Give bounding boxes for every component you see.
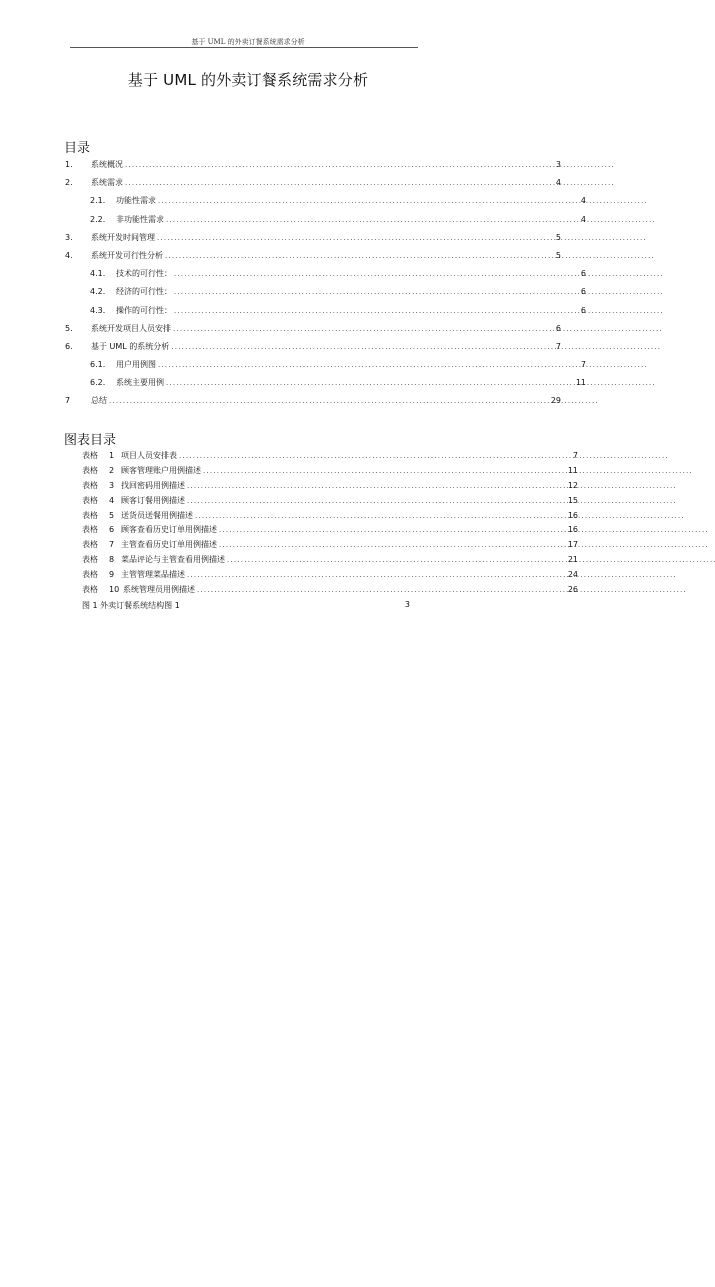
toc-entry-number: 7 bbox=[65, 396, 71, 406]
toc-entry-number: 1. bbox=[65, 160, 73, 169]
toc-entry-number: 4.1. bbox=[90, 269, 106, 279]
table-list-page: 26 bbox=[567, 585, 578, 595]
table-list-label: 菜品评论与主管查看用例描述 bbox=[121, 555, 225, 565]
table-list-label: 送货员送餐用例描述 bbox=[121, 510, 193, 520]
table-list-prefix: 表格 bbox=[82, 555, 98, 565]
table-list-prefix: 表格 bbox=[82, 540, 98, 550]
toc-entry[interactable] bbox=[65, 178, 561, 196]
toc-entry-label: 用户用例图 bbox=[116, 360, 156, 370]
toc-entry[interactable] bbox=[90, 360, 586, 378]
toc-entry-label: 非功能性需求 bbox=[116, 214, 164, 224]
table-list-page: 16 bbox=[567, 510, 578, 520]
toc-entry-page: 7 bbox=[555, 341, 561, 351]
figure-entry[interactable] bbox=[82, 600, 410, 611]
table-list-entry[interactable] bbox=[82, 555, 578, 570]
toc-entry[interactable] bbox=[90, 214, 586, 233]
table-list-prefix: 表格 bbox=[82, 525, 98, 535]
table-list-number: 6 bbox=[109, 525, 115, 535]
toc-entry[interactable] bbox=[65, 323, 561, 342]
toc-entry-label: 基于 UML 的系统分析 bbox=[91, 341, 170, 351]
toc-entry[interactable] bbox=[65, 396, 561, 414]
table-list-label: 找回密码用例描述 bbox=[121, 480, 185, 490]
table-list-page: 12 bbox=[567, 480, 578, 490]
table-list-prefix: 表格 bbox=[82, 480, 98, 490]
toc-entry[interactable] bbox=[65, 341, 561, 360]
table-list-page: 16 bbox=[567, 525, 578, 535]
table-list-number: 4 bbox=[109, 495, 115, 505]
toc-entry-number: 4.2. bbox=[90, 287, 106, 297]
toc-heading: 目录 bbox=[64, 141, 91, 156]
toc-entry-label: 经济的可行性： bbox=[116, 287, 172, 297]
table-list-page: 7 bbox=[572, 451, 578, 460]
figure-entry-page: 3 bbox=[404, 600, 410, 609]
table-list-page: 21 bbox=[567, 555, 578, 565]
table-list-entry[interactable] bbox=[82, 570, 578, 585]
table-list-label: 项目人员安排表 bbox=[121, 451, 177, 460]
table-list-prefix: 表格 bbox=[82, 585, 98, 595]
table-list-number: 2 bbox=[109, 465, 115, 475]
toc-entry-page: 6 bbox=[580, 305, 586, 315]
table-list-page: 15 bbox=[567, 495, 578, 505]
toc-entry-number: 4. bbox=[65, 250, 73, 260]
toc-entry-label: 操作的可行性： bbox=[116, 305, 172, 315]
toc-entry-label: 系统需求 bbox=[91, 178, 123, 188]
table-list-page: 11 bbox=[567, 465, 578, 475]
toc-entry-page: 5 bbox=[555, 232, 561, 242]
table-list-number: 3 bbox=[109, 480, 115, 490]
figure-entry-label: 图 1 外卖订餐系统结构图 1 bbox=[82, 601, 180, 610]
table-of-contents bbox=[0, 160, 586, 415]
toc-entry-label: 总结 bbox=[91, 396, 107, 406]
list-of-tables-heading: 图表目录 bbox=[64, 433, 117, 448]
toc-entry[interactable] bbox=[90, 287, 586, 305]
table-list-label: 顾客管理账户用例描述 bbox=[121, 465, 201, 475]
toc-entry[interactable] bbox=[65, 250, 561, 269]
toc-entry-label: 功能性需求 bbox=[116, 196, 156, 206]
toc-entry-number: 6.1. bbox=[90, 360, 106, 370]
toc-entry-page: 29 bbox=[550, 396, 561, 406]
toc-entry-label: 系统概况 bbox=[91, 160, 123, 169]
table-list-entry[interactable] bbox=[82, 540, 578, 555]
toc-entry-page: 11 bbox=[575, 378, 586, 388]
toc-entry-page: 4 bbox=[580, 214, 586, 224]
toc-entry-label: 系统开发时间管理 bbox=[91, 232, 155, 242]
toc-entry-page: 4 bbox=[580, 196, 586, 206]
toc-entry-page: 6 bbox=[555, 323, 561, 333]
document-title: 基于 UML 的外卖订餐系统需求分析 bbox=[127, 71, 369, 89]
table-list-number: 8 bbox=[109, 555, 115, 565]
toc-entry[interactable] bbox=[90, 196, 586, 214]
toc-entry[interactable] bbox=[90, 269, 586, 287]
toc-entry[interactable] bbox=[65, 160, 561, 178]
table-list-prefix: 表格 bbox=[82, 510, 98, 520]
toc-entry-page: 5 bbox=[555, 250, 561, 260]
table-list-label: 主管查看历史订单用例描述 bbox=[121, 540, 217, 550]
list-of-tables bbox=[0, 451, 578, 600]
toc-entry-number: 5. bbox=[65, 323, 73, 333]
table-list-prefix: 表格 bbox=[82, 495, 98, 505]
table-list-label: 系统管理员用例描述 bbox=[123, 585, 195, 595]
toc-entry-page: 4 bbox=[555, 178, 561, 188]
table-list-label: 顾客查看历史订单用例描述 bbox=[121, 525, 217, 535]
toc-entry-label: 系统主要用例 bbox=[116, 378, 164, 388]
table-list-prefix: 表格 bbox=[82, 451, 98, 460]
running-header: 基于 UML 的外卖订餐系统需求分析 bbox=[191, 38, 305, 46]
toc-entry-page: 6 bbox=[580, 287, 586, 297]
toc-entry-number: 2.1. bbox=[90, 196, 106, 206]
table-list-number: 1 bbox=[109, 451, 115, 460]
toc-entry[interactable] bbox=[65, 232, 561, 251]
table-list-page: 24 bbox=[567, 570, 578, 580]
table-list-entry[interactable] bbox=[82, 585, 578, 600]
table-list-entry[interactable] bbox=[82, 480, 578, 496]
table-list-page: 17 bbox=[567, 540, 578, 550]
table-list-number: 9 bbox=[109, 570, 115, 580]
table-list-entry[interactable] bbox=[82, 525, 578, 540]
toc-entry-label: 系统开发项目人员安排 bbox=[91, 323, 171, 333]
toc-entry-label: 系统开发可行性分析 bbox=[91, 250, 163, 260]
toc-entry-number: 2.2. bbox=[90, 214, 106, 224]
table-list-number: 7 bbox=[109, 540, 115, 550]
header-rule bbox=[70, 47, 418, 48]
toc-entry-page: 7 bbox=[580, 360, 586, 370]
table-list-prefix: 表格 bbox=[82, 570, 98, 580]
table-list-entry[interactable] bbox=[82, 465, 578, 481]
toc-entry-label: 技术的可行性： bbox=[116, 269, 172, 279]
toc-entry-page: 3 bbox=[555, 160, 561, 169]
toc-entry-number: 2. bbox=[65, 178, 73, 188]
toc-entry-number: 4.3. bbox=[90, 305, 106, 315]
table-list-entry[interactable] bbox=[82, 451, 578, 466]
table-list-label: 顾客订餐用例描述 bbox=[121, 495, 185, 505]
toc-entry-number: 6.2. bbox=[90, 378, 106, 388]
toc-entry[interactable] bbox=[90, 305, 586, 324]
document-page bbox=[0, 0, 586, 702]
toc-entry-number: 3. bbox=[65, 232, 73, 242]
table-list-entry[interactable] bbox=[82, 510, 578, 526]
toc-entry-number: 6. bbox=[65, 341, 73, 351]
table-list-number: 10 bbox=[109, 585, 120, 595]
toc-entry-page: 6 bbox=[580, 269, 586, 279]
table-list-label: 主管管理菜品描述 bbox=[121, 570, 185, 580]
table-list-prefix: 表格 bbox=[82, 465, 98, 475]
table-list-number: 5 bbox=[109, 510, 115, 520]
toc-entry[interactable] bbox=[90, 378, 586, 396]
table-list-entry[interactable] bbox=[82, 495, 578, 511]
